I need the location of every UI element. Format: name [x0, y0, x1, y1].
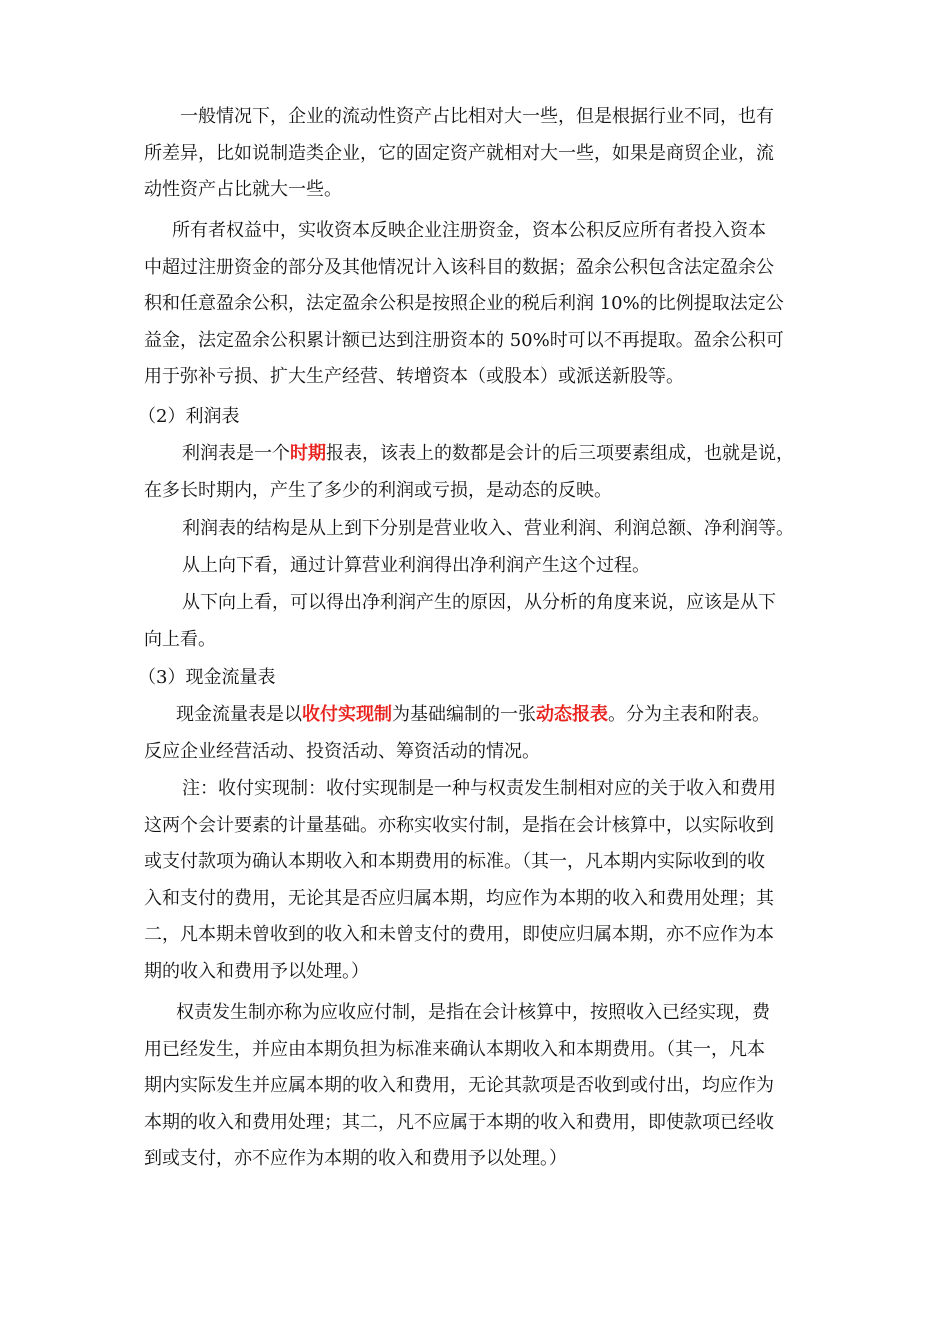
text-run: 报表，该表上的数都是会计的后三项要素组成，也就是说，: [326, 443, 794, 464]
text-line: 期的收入和费用予以处理。）: [144, 960, 369, 982]
text-line: 到或支付，亦不应作为本期的收入和费用予以处理。）: [144, 1148, 567, 1170]
text-line: 利润表的结构是从上到下分别是营业收入、营业利润、利润总额、净利润等。: [182, 518, 794, 539]
text-line: 二，凡本期未曾收到的收入和未曾支付的费用，即使应归属本期，亦不应作为本: [144, 924, 774, 946]
text-line: 中超过注册资金的部分及其他情况计入该科目的数据；盈余公积包含法定盈余公: [144, 256, 774, 278]
emphasis-text: 动态报表: [536, 704, 608, 725]
paragraph-cash-flow-definition: [144, 697, 814, 770]
text-line: 从下向上看，可以得出净利润产生的原因，从分析的角度来说，应该是从下: [182, 592, 776, 613]
text-line: 用于弥补亏损、扩大生产经营、转增资本（或股本）或派送新股等。: [144, 366, 684, 388]
text-line: 在多长时期内，产生了多少的利润或亏损，是动态的反映。: [144, 479, 612, 501]
text-line: 所有者权益中，实收资本反映企业注册资金，资本公积反应所有者投入资本: [172, 220, 766, 241]
text-line: 向上看。: [144, 628, 216, 650]
text-line: [144, 436, 814, 473]
text-run: 现金流量表是以: [176, 704, 302, 725]
text-line: [144, 697, 814, 734]
paragraph-accrual-basis: [144, 995, 814, 1178]
text-line: 益金，法定盈余公积累计额已达到注册资本的 50%时可以不再提取。盈余公积可: [144, 329, 784, 351]
text-line: 动性资产占比就大一些。: [144, 179, 342, 201]
text-line: 反应企业经营活动、投资活动、筹资活动的情况。: [144, 740, 540, 762]
text-run: 利润表是一个: [182, 443, 290, 464]
paragraph-asset-ratio: [144, 99, 814, 209]
text-line: 期内实际发生并应属本期的收入和费用，无论其款项是否收到或付出，均应作为: [144, 1075, 774, 1097]
paragraph-income-statement-definition: [144, 436, 814, 509]
paragraph-cash-basis-note: [144, 771, 814, 991]
text-run: 为基础编制的一张: [392, 704, 536, 725]
text-run: 。分为主表和附表。: [608, 704, 770, 725]
text-line: 入和支付的费用，无论其是否应归属本期，均应作为本期的收入和费用处理；其: [144, 887, 774, 909]
text-line: 或支付款项为确认本期收入和本期费用的标准。（其一，凡本期内实际收到的收: [144, 851, 765, 873]
emphasis-text: 时期: [290, 443, 326, 464]
text-line: 所差异，比如说制造类企业，它的固定资产就相对大一些，如果是商贸企业，流: [144, 142, 774, 164]
text-line: 一般情况下，企业的流动性资产占比相对大一些，但是根据行业不同，也有: [180, 106, 774, 127]
emphasis-text: 收付实现制: [302, 704, 392, 725]
text-line: 这两个会计要素的计量基础。亦称实收实付制，是指在会计核算中，以实际收到: [144, 814, 774, 836]
paragraph-top-down: [144, 548, 814, 585]
paragraph-owners-equity: [144, 213, 814, 396]
text-line: 积和任意盈余公积，法定盈余公积是按照企业的税后利润 10%的比例提取法定公: [144, 293, 784, 315]
text-line: 用已经发生，并应由本期负担为标准来确认本期收入和本期费用。（其一，凡本: [144, 1038, 765, 1060]
section-heading-cash-flow: （3）现金流量表: [138, 667, 276, 688]
text-line: 权责发生制亦称为应收应付制，是指在会计核算中，按照收入已经实现，费: [176, 1002, 770, 1023]
text-line: 从上向下看，通过计算营业利润得出净利润产生这个过程。: [182, 555, 650, 576]
paragraph-bottom-up: [144, 585, 814, 658]
text-line: 注：收付实现制：收付实现制是一种与权责发生制相对应的关于收入和费用: [182, 778, 776, 799]
text-line: 本期的收入和费用处理；其二，凡不应属于本期的收入和费用，即使款项已经收: [144, 1111, 774, 1133]
section-heading-income-statement: （2）利润表: [138, 406, 240, 427]
paragraph-income-statement-structure: [144, 511, 814, 548]
